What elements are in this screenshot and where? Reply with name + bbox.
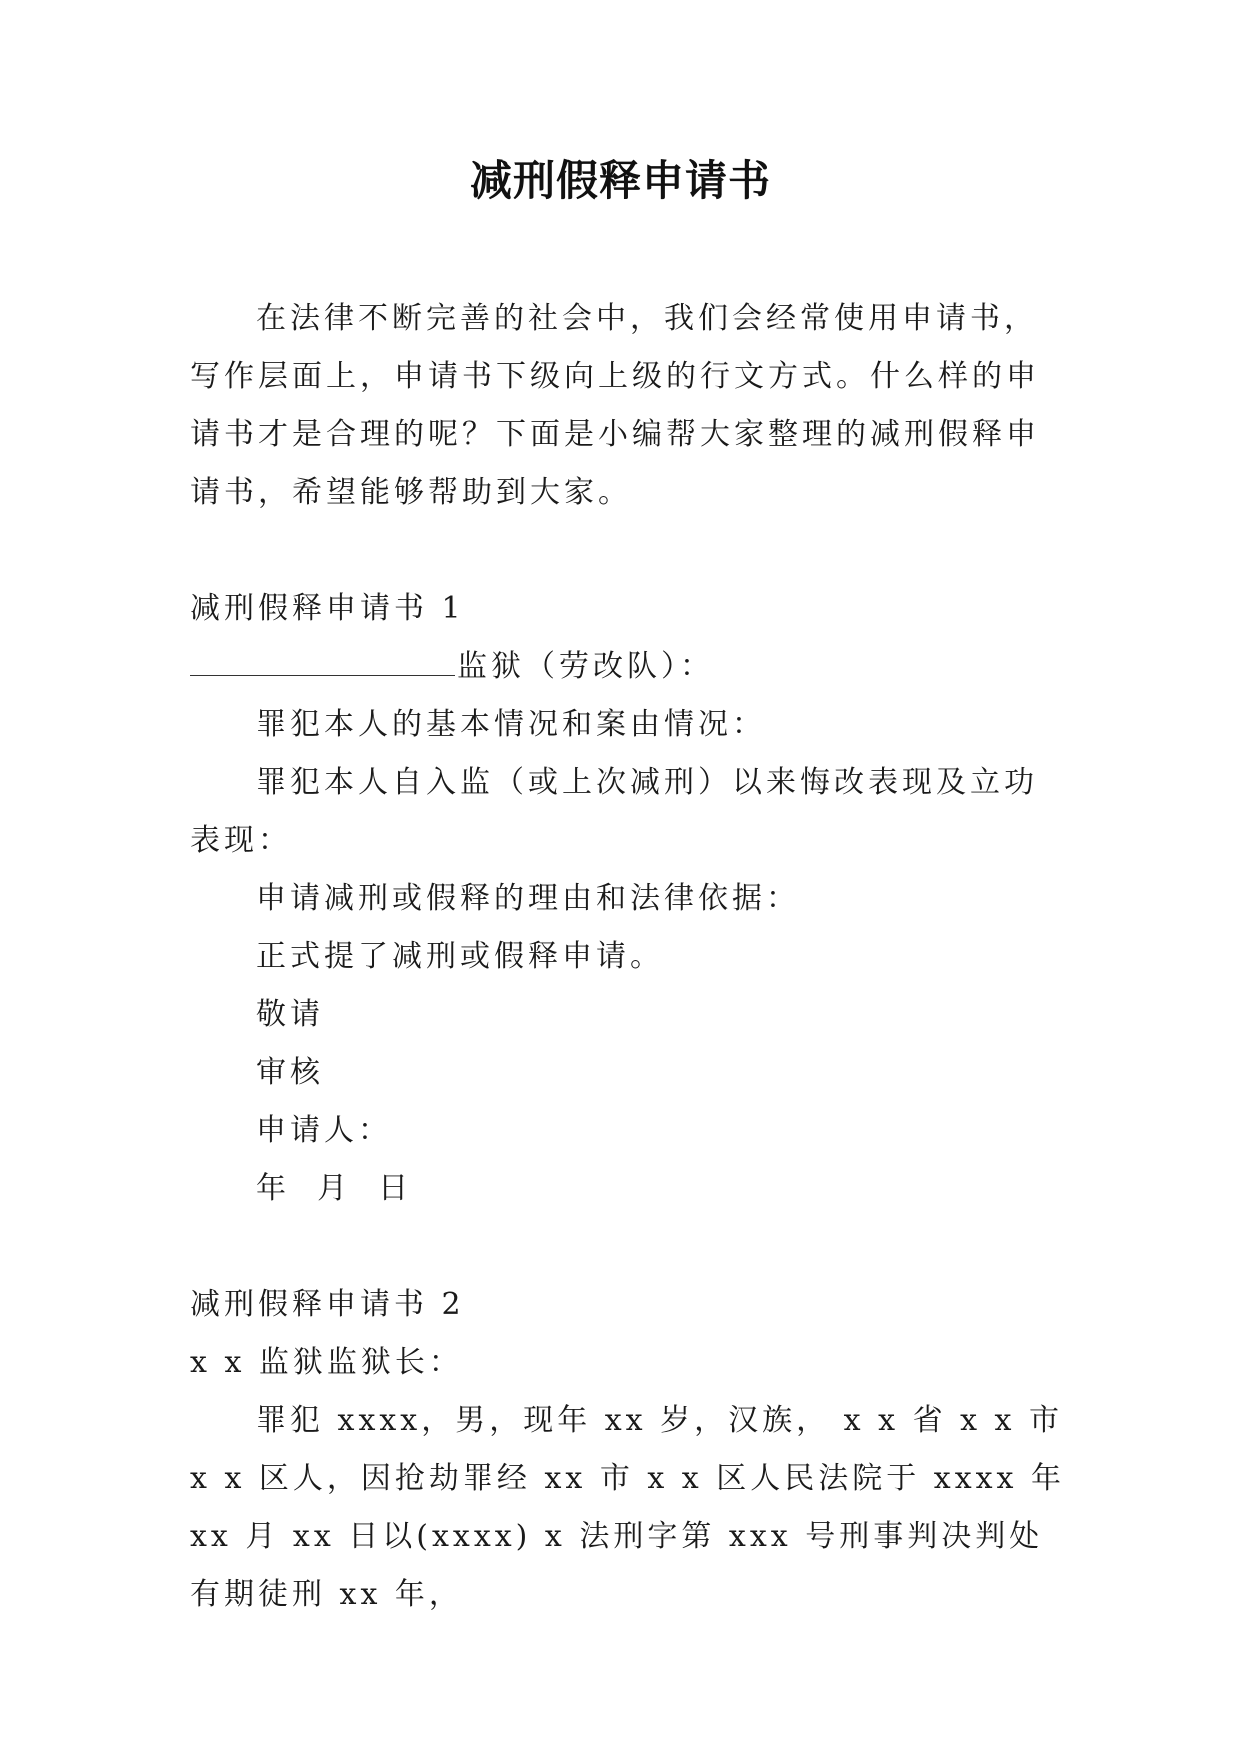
spacer	[190, 1218, 1070, 1276]
section1-addressee	[190, 638, 1070, 696]
blank-fill-line	[190, 643, 455, 676]
section1-applicant: 申请人：	[256, 1113, 392, 1148]
spacer	[190, 522, 1070, 580]
section1-line3: 申请减刑或假释的理由和法律依据：	[256, 881, 800, 916]
section1-date: 年 月 日	[256, 1171, 413, 1206]
document-body	[190, 290, 1070, 1624]
document-title: 减刑假释申请书	[469, 156, 771, 205]
section1-closing2: 审核	[256, 1055, 324, 1090]
intro-paragraph: 在法律不断完善的社会中，我们会经常使用申请书，写作层面上，申请书下级向上级的行文方式。什么样的申请书才是合理的呢？下面是小编帮大家整理的减刑假释申请书，希望能够帮助到大家。	[190, 301, 1040, 510]
section1-line2: 罪犯本人自入监（或上次减刑）以来悔改表现及立功表现：	[190, 765, 1038, 858]
section1-addressee-suffix: 监狱（劳改队）：	[457, 649, 714, 684]
section2-addressee: x x 监狱监狱长：	[190, 1345, 463, 1380]
section2-paragraph: 罪犯 xxxx，男，现年 xx 岁，汉族， x x 省 x x 市 x x 区人，因抢劫罪经 xx 市 x x 区人民法院于 xxxx 年 xx 月 xx 日以(xxxx) x 法刑字第 xxx 号刑事判决判处有期徒刑 xx 年，	[190, 1403, 1066, 1612]
section2-heading: 减刑假释申请书 2	[190, 1287, 465, 1322]
section1-closing1: 敬请	[256, 997, 324, 1032]
section1-line4: 正式提了减刑或假释申请。	[256, 939, 664, 974]
section1-line1: 罪犯本人的基本情况和案由情况：	[256, 707, 766, 742]
section1-heading: 减刑假释申请书 1	[190, 591, 465, 626]
